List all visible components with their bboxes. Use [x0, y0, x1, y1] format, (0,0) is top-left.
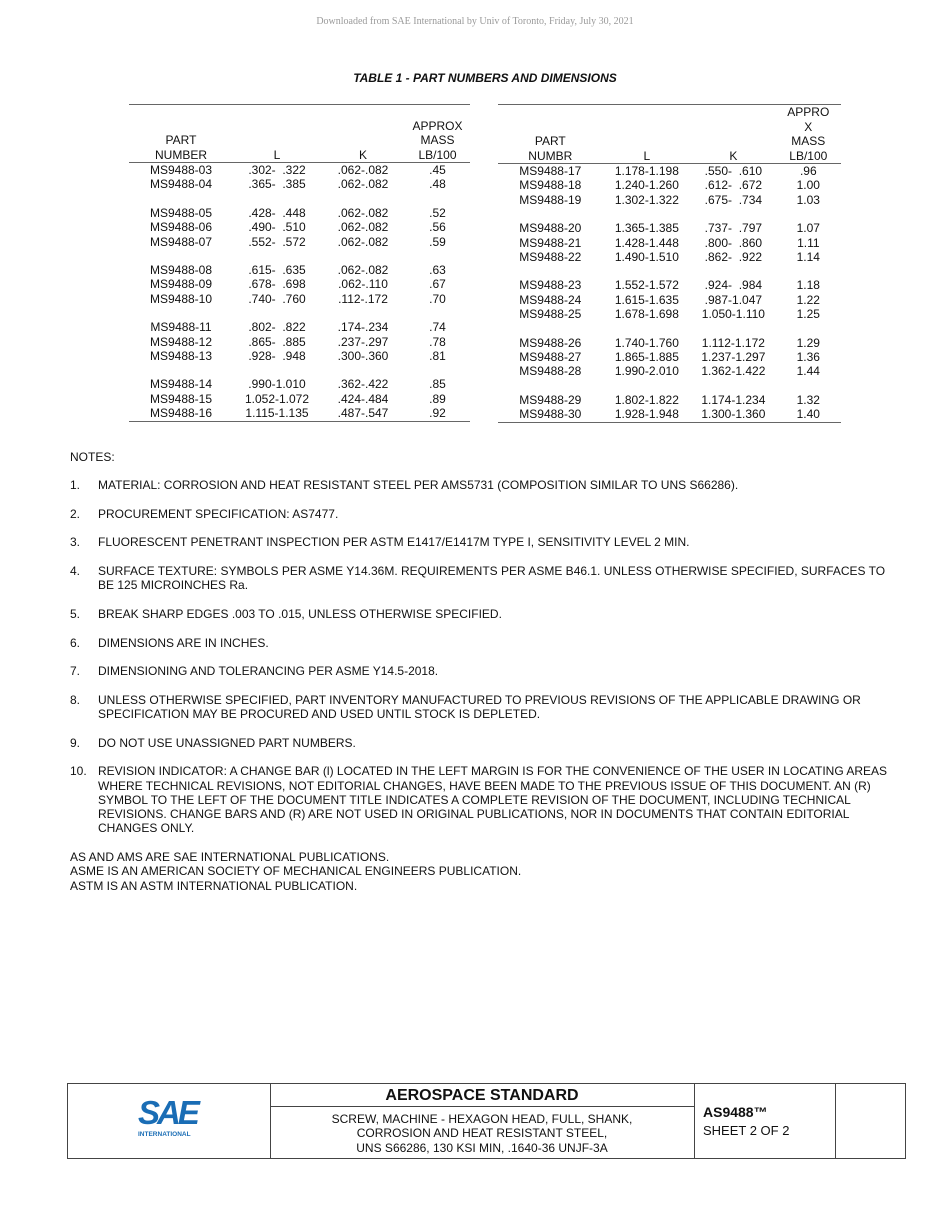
- standard-label: AEROSPACE STANDARD: [270, 1084, 694, 1107]
- l-dimension-cell: 1.302-1.322: [614, 192, 679, 207]
- part-number-cell: MS9488-28: [519, 364, 582, 379]
- mass-cell: .92: [429, 406, 446, 421]
- group-spacer: [129, 249, 470, 263]
- table-row: [129, 235, 470, 249]
- k-dimension-cell: .550- .610: [704, 164, 763, 178]
- table-row: [129, 263, 470, 277]
- mass-cell: .59: [429, 234, 446, 249]
- note-item: [70, 564, 890, 593]
- part-number-cell: MS9488-11: [150, 320, 212, 335]
- table-title: TABLE 1 - PART NUMBERS AND DIMENSIONS: [353, 71, 617, 85]
- part-number-cell: MS9488-07: [149, 234, 213, 249]
- part-number-cell: MS9488-20: [519, 221, 582, 236]
- table-row: [129, 335, 470, 349]
- description-line: CORROSION AND HEAT RESISTANT STEEL,: [356, 1126, 608, 1141]
- note-number: 6.: [70, 635, 81, 650]
- table-row: [498, 236, 841, 250]
- part-number-cell: MS9488-03: [149, 163, 213, 177]
- header-mass: APPRO X MASS LB/100: [776, 105, 841, 164]
- notes-title: NOTES:: [70, 450, 115, 464]
- mass-cell: 1.14: [796, 250, 820, 265]
- part-number-cell: MS9488-12: [149, 334, 213, 349]
- note-number: 7.: [70, 664, 81, 679]
- k-dimension-cell: .424-.484: [337, 391, 389, 406]
- part-number-cell: MS9488-06: [149, 220, 213, 235]
- table-row: [129, 177, 470, 191]
- note-number: 4.: [70, 564, 81, 579]
- document-number: AS9488™: [703, 1104, 768, 1120]
- notes-section: [70, 450, 890, 893]
- note-number: 1.: [70, 478, 81, 493]
- header-l: L: [233, 105, 321, 163]
- table-row: [129, 220, 470, 234]
- title-block: [67, 1083, 906, 1159]
- l-dimension-cell: 1.490-1.510: [614, 250, 679, 265]
- part-number-cell: MS9488-14: [149, 377, 213, 392]
- note-item: [70, 535, 890, 549]
- table-row: [129, 277, 470, 291]
- table-row: [498, 336, 841, 350]
- note-text: DIMENSIONING AND TOLERANCING PER ASME Y14.5-2018.: [98, 664, 439, 679]
- l-dimension-cell: .865- .885: [248, 334, 306, 349]
- part-number-cell: MS9488-26: [519, 335, 582, 350]
- group-spacer: [498, 207, 841, 221]
- k-dimension-cell: .737- .797: [704, 221, 763, 236]
- k-dimension-cell: .987-1.047: [704, 292, 763, 307]
- header-k: K: [691, 105, 775, 164]
- k-dimension-cell: .062-.082: [337, 234, 389, 249]
- l-dimension-cell: 1.990-2.010: [614, 364, 679, 379]
- table-row: [498, 178, 841, 192]
- l-dimension-cell: 1.552-1.572: [614, 278, 679, 293]
- mass-cell: .81: [429, 349, 446, 364]
- l-dimension-cell: 1.115-1.135: [245, 406, 309, 421]
- k-dimension-cell: .675- .734: [704, 192, 763, 207]
- l-dimension-cell: 1.678-1.698: [614, 307, 679, 322]
- k-dimension-cell: .174-.234: [337, 320, 389, 335]
- mass-cell: .74: [429, 320, 446, 335]
- table-row: [498, 364, 841, 378]
- mass-cell: .85: [429, 377, 446, 392]
- note-text: MATERIAL: CORROSION AND HEAT RESISTANT STEEL PER AMS5731 (COMPOSITION SIMILAR TO UNS S66286).: [98, 478, 739, 493]
- l-dimension-cell: .678- .698: [248, 277, 306, 292]
- header-part-number: PART NUMBER: [129, 105, 233, 163]
- table-row: [498, 164, 841, 179]
- note-text: DIMENSIONS ARE IN INCHES.: [98, 635, 269, 650]
- k-dimension-cell: .300-.360: [337, 349, 389, 364]
- note-text: UNLESS OTHERWISE SPECIFIED, PART INVENTORY MANUFACTURED TO PREVIOUS REVISIONS OF THE APPLICABLE DRAWING OR SPECIFICATION MAY BE PROCURED AND USED UNTIL STOCK IS DEPLETED.: [98, 692, 861, 722]
- note-item: [70, 478, 890, 492]
- table-row: [129, 406, 470, 421]
- mass-cell: .52: [429, 205, 446, 220]
- k-dimension-cell: .062-.110: [338, 277, 388, 292]
- k-dimension-cell: .800- .860: [704, 235, 763, 250]
- document-description: [270, 1107, 694, 1155]
- description-line: SCREW, MACHINE - HEXAGON HEAD, FULL, SHANK,: [331, 1112, 633, 1126]
- mass-cell: 1.18: [796, 278, 820, 293]
- mass-cell: 1.11: [797, 235, 820, 250]
- l-dimension-cell: .552- .572: [248, 234, 306, 249]
- table-row: [498, 350, 841, 364]
- part-number-cell: MS9488-23: [519, 278, 582, 293]
- k-dimension-cell: .487-.547: [337, 406, 389, 421]
- k-dimension-cell: .362-.422: [337, 377, 389, 392]
- l-dimension-cell: 1.615-1.635: [614, 292, 679, 307]
- k-dimension-cell: 1.174-1.234: [701, 392, 766, 407]
- svg-text:SAE: SAE: [138, 1094, 197, 1131]
- group-spacer: [498, 264, 841, 278]
- part-number-cell: MS9488-22: [519, 250, 582, 265]
- table-row: [498, 407, 841, 422]
- k-dimension-cell: .062-.082: [337, 177, 389, 192]
- l-dimension-cell: 1.865-1.885: [614, 350, 679, 365]
- note-item: [70, 693, 890, 722]
- note-item: [70, 507, 890, 521]
- part-table-right: [498, 104, 841, 423]
- note-item: [70, 764, 890, 835]
- l-dimension-cell: 1.052-1.072: [244, 391, 310, 406]
- publication-line: ASME IS AN AMERICAN SOCIETY OF MECHANICAL ENGINEERS PUBLICATION.: [70, 864, 522, 879]
- k-dimension-cell: .062-.082: [337, 263, 389, 278]
- k-dimension-cell: .112-.172: [338, 291, 388, 306]
- notes-list: [70, 478, 890, 835]
- k-dimension-cell: .862- .922: [704, 250, 763, 265]
- part-number-cell: MS9488-09: [149, 277, 213, 292]
- part-number-cell: MS9488-16: [149, 406, 213, 421]
- mass-cell: 1.22: [796, 292, 820, 307]
- k-dimension-cell: 1.112-1.172: [701, 335, 765, 350]
- note-text: SURFACE TEXTURE: SYMBOLS PER ASME Y14.36M. REQUIREMENTS PER ASME B46.1. UNLESS OTHERWISE SPECIFIED, SURFACES TO BE 125 MICROINCHES Ra.: [98, 564, 886, 593]
- header-mass: APPROX MASS LB/100: [405, 105, 470, 163]
- mass-cell: 1.00: [796, 178, 820, 193]
- mass-cell: 1.40: [796, 407, 820, 422]
- document-number-cell: [694, 1084, 836, 1158]
- part-number-cell: MS9488-27: [519, 350, 582, 365]
- sae-logo-icon: [136, 1094, 204, 1140]
- publications-list: [70, 850, 890, 893]
- table-row: [129, 206, 470, 220]
- mass-cell: .56: [429, 220, 446, 235]
- note-text: BREAK SHARP EDGES .003 TO .015, UNLESS OTHERWISE SPECIFIED.: [98, 606, 502, 621]
- part-number-cell: MS9488-24: [519, 292, 582, 307]
- sheet-number: SHEET 2 OF 2: [703, 1123, 790, 1138]
- note-number: 5.: [70, 606, 81, 621]
- mass-cell: 1.07: [796, 221, 820, 236]
- group-spacer: [498, 379, 841, 393]
- k-dimension-cell: .612- .672: [704, 178, 763, 193]
- description-line: UNS S66286, 130 KSI MIN, .1640-36 UNJF-3A: [356, 1140, 608, 1155]
- mass-cell: 1.03: [796, 192, 820, 207]
- table-row: [498, 293, 841, 307]
- note-text: FLUORESCENT PENETRANT INSPECTION PER ASTM E1417/E1417M TYPE I, SENSITIVITY LEVEL 2 MIN.: [98, 535, 690, 550]
- l-dimension-cell: 1.178-1.198: [614, 164, 679, 178]
- part-number-cell: MS9488-10: [149, 291, 213, 306]
- l-dimension-cell: .802- .822: [248, 320, 306, 335]
- mass-cell: 1.32: [796, 392, 820, 407]
- l-dimension-cell: 1.240-1.260: [614, 178, 679, 193]
- part-number-cell: MS9488-18: [519, 178, 582, 193]
- group-spacer: [129, 306, 470, 320]
- mass-cell: 1.29: [796, 335, 820, 350]
- table-row: [129, 163, 470, 177]
- k-dimension-cell: .237-.297: [337, 334, 389, 349]
- publication-line: AS AND AMS ARE SAE INTERNATIONAL PUBLICATIONS.: [70, 850, 390, 865]
- part-number-cell: MS9488-17: [519, 164, 582, 178]
- part-number-cell: MS9488-04: [149, 177, 213, 192]
- mass-cell: 1.25: [796, 307, 820, 322]
- table-row: [498, 193, 841, 207]
- l-dimension-cell: 1.365-1.385: [614, 221, 679, 236]
- part-number-cell: MS9488-15: [149, 391, 213, 406]
- note-number: 2.: [70, 506, 81, 521]
- blank-cell: [835, 1084, 905, 1158]
- k-dimension-cell: 1.300-1.360: [701, 407, 766, 422]
- k-dimension-cell: 1.237-1.297: [701, 350, 766, 365]
- note-item: [70, 736, 890, 750]
- mass-cell: .78: [429, 334, 446, 349]
- table-row: [498, 393, 841, 407]
- header-l: L: [603, 105, 692, 164]
- mass-cell: .67: [429, 277, 446, 292]
- note-number: 3.: [70, 535, 81, 550]
- group-spacer: [129, 192, 470, 206]
- table-row: [129, 292, 470, 306]
- svg-text:INTERNATIONAL: INTERNATIONAL: [138, 1131, 191, 1138]
- mass-cell: 1.44: [796, 364, 820, 379]
- part-number-cell: MS9488-25: [519, 307, 582, 322]
- mass-cell: .63: [429, 263, 446, 278]
- mass-cell: .89: [429, 391, 446, 406]
- note-number: 9.: [70, 735, 81, 750]
- k-dimension-cell: .062-.082: [337, 205, 389, 220]
- part-number-cell: MS9488-05: [149, 205, 213, 220]
- mass-cell: 1.36: [796, 350, 820, 365]
- note-text: REVISION INDICATOR: A CHANGE BAR (l) LOCATED IN THE LEFT MARGIN IS FOR THE CONVENIENCE OF THE USER IN LOCATING AREAS WHERE TECHNICAL REVISIONS, NOT EDITORIAL CHANGES, HAVE BEEN MADE TO THE PREVIOUS ISSUE OF THIS DOCUMENT. AN (R) SYMBOL TO THE LEFT OF THE DOCUMENT TITLE INDICATES A COMPLETE REVISION OF THE DOCUMENT, INCLUDING TECHNICAL REVISIONS. CHANGE BARS AND (R) ARE NOT USED IN ORIGINAL PUBLICATIONS, NOR IN DOCUMENTS THAT CONTAIN EDITORIAL CHANGES ONLY.: [98, 764, 888, 836]
- mass-cell: .48: [429, 177, 446, 192]
- mass-cell: .45: [429, 163, 446, 177]
- mass-cell: .70: [429, 291, 446, 306]
- l-dimension-cell: .302- .322: [248, 163, 306, 177]
- note-text: PROCUREMENT SPECIFICATION: AS7477.: [98, 506, 339, 521]
- k-dimension-cell: 1.050-1.110: [701, 307, 765, 322]
- part-number-cell: MS9488-21: [519, 235, 582, 250]
- publication-line: ASTM IS AN ASTM INTERNATIONAL PUBLICATION.: [70, 878, 358, 893]
- k-dimension-cell: .924- .984: [704, 278, 763, 293]
- part-number-cell: MS9488-30: [519, 407, 582, 422]
- table-row: [498, 250, 841, 264]
- k-dimension-cell: .062-.082: [337, 220, 389, 235]
- note-item: [70, 664, 890, 678]
- title-center-cell: [270, 1084, 695, 1158]
- part-number-cell: MS9488-19: [519, 192, 582, 207]
- part-number-cell: MS9488-08: [149, 263, 213, 278]
- table-row: [498, 278, 841, 292]
- group-spacer: [498, 322, 841, 336]
- table-row: [129, 320, 470, 334]
- table-row: [129, 349, 470, 363]
- l-dimension-cell: 1.740-1.760: [614, 335, 679, 350]
- table-row: [498, 221, 841, 235]
- k-dimension-cell: .062-.082: [337, 163, 389, 177]
- mass-cell: .96: [799, 164, 817, 178]
- l-dimension-cell: .428- .448: [248, 205, 306, 220]
- note-item: [70, 636, 890, 650]
- note-number: 10.: [70, 764, 87, 779]
- part-number-cell: MS9488-29: [519, 392, 582, 407]
- l-dimension-cell: .490- .510: [248, 220, 306, 235]
- l-dimension-cell: .990-1.010: [248, 377, 306, 392]
- table-row: [129, 392, 470, 406]
- part-table-left: [129, 104, 470, 422]
- l-dimension-cell: 1.428-1.448: [614, 235, 679, 250]
- header-part-number: PART NUMBR: [498, 105, 603, 164]
- note-number: 8.: [70, 692, 81, 707]
- table-row: [498, 307, 841, 321]
- note-text: DO NOT USE UNASSIGNED PART NUMBERS.: [98, 735, 356, 750]
- table-row: [129, 377, 470, 391]
- l-dimension-cell: .740- .760: [248, 291, 306, 306]
- l-dimension-cell: .365- .385: [248, 177, 306, 192]
- part-number-cell: MS9488-13: [149, 349, 213, 364]
- k-dimension-cell: 1.362-1.422: [701, 364, 766, 379]
- l-dimension-cell: .615- .635: [248, 263, 306, 278]
- download-watermark: Downloaded from SAE International by Univ of Toronto, Friday, July 30, 2021: [316, 16, 634, 27]
- group-spacer: [129, 363, 470, 377]
- header-k: K: [321, 105, 405, 163]
- note-item: [70, 607, 890, 621]
- l-dimension-cell: 1.928-1.948: [614, 407, 679, 422]
- logo-cell: [68, 1084, 271, 1158]
- l-dimension-cell: .928- .948: [248, 349, 306, 364]
- l-dimension-cell: 1.802-1.822: [614, 392, 679, 407]
